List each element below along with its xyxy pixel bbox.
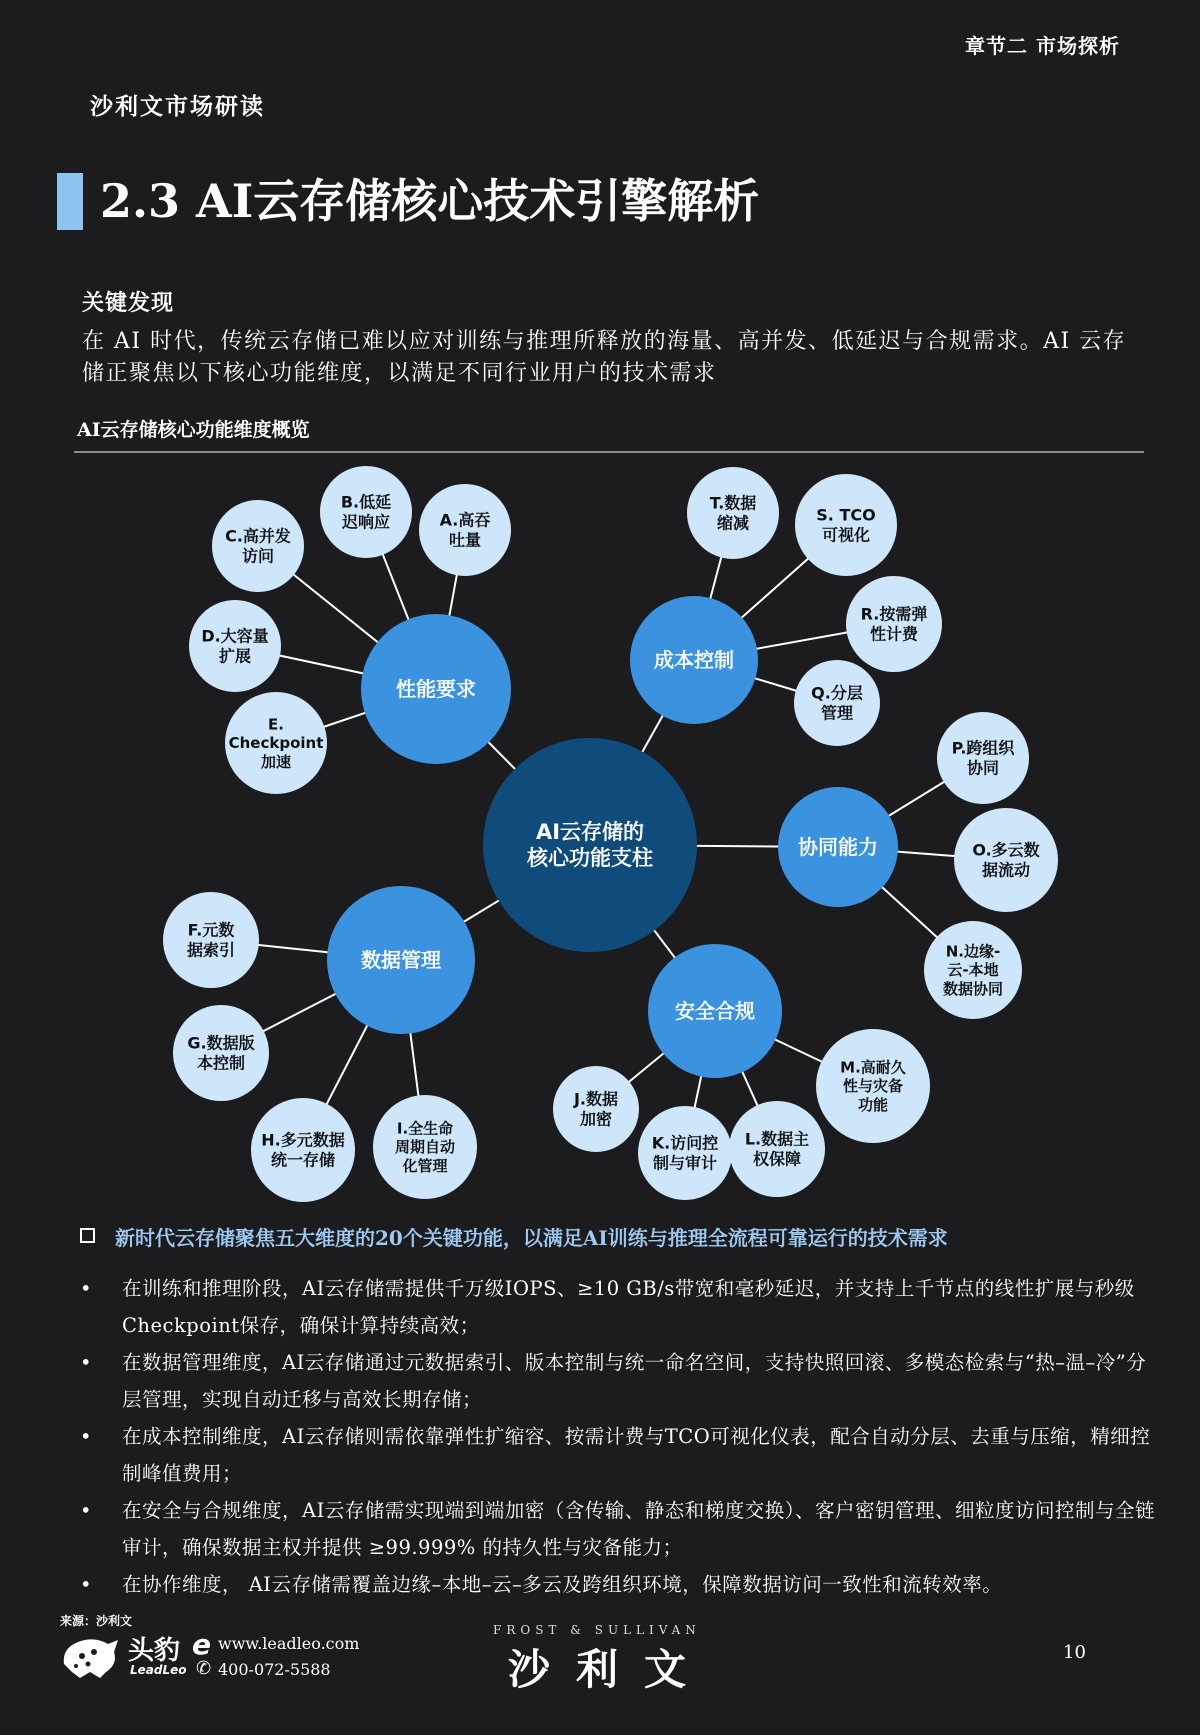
leaf-k [638, 1106, 732, 1200]
leaf-c [212, 500, 304, 592]
leaf-i [373, 1095, 477, 1199]
leaf-f-label: F.元数 [187, 920, 235, 940]
leaf-c-label: C.高并发 [225, 526, 291, 546]
hub-performance-label: 性能要求 [396, 677, 476, 701]
divider [74, 451, 1144, 453]
hub-cost-label: 成本控制 [654, 648, 734, 672]
leaf-i-label: 周期自动 [394, 1138, 456, 1156]
leaf-m-label: 性与灾备 [842, 1077, 904, 1095]
bullet-list [80, 1270, 1160, 1603]
leaf-b-label: B.低延 [340, 492, 392, 512]
brand-name: 沙利文市场研读 [90, 93, 265, 120]
leaf-h-label: H.多元数据 [261, 1130, 345, 1150]
leaf-s-label: 可视化 [821, 525, 871, 545]
hub-collab [778, 787, 898, 907]
leaf-e-label: E. [268, 715, 284, 734]
web-e-icon: e [192, 1628, 211, 1661]
leaf-a [419, 484, 511, 576]
frost-sullivan-logo-text: FROST & SULLIVAN [493, 1623, 701, 1637]
hub-cost [630, 596, 758, 724]
leaf-d [189, 600, 281, 692]
leaf-e-label: 加速 [260, 752, 292, 771]
hub-performance [361, 614, 511, 764]
leaf-b [320, 466, 412, 558]
leaf-e [225, 692, 327, 794]
leaf-l-label: L.数据主 [744, 1129, 810, 1149]
leaf-i-label: 化管理 [402, 1156, 448, 1175]
leaf-c-label: 访问 [241, 546, 275, 566]
source-note: 来源：沙利文 [60, 1614, 133, 1628]
hub-data [327, 886, 475, 1034]
title-accent-bar [57, 173, 83, 230]
bullet-item: • 在训练和推理阶段，AI云存储需提供千万级IOPS、≥10 GB/s带宽和毫秒延迟，并支持上千节点的线性扩展与秒级Checkpoint保存，确保计算持续高效； [80, 1270, 1160, 1344]
leaf-t [687, 467, 779, 559]
leaf-q [794, 660, 880, 746]
page-number: 10 [1063, 1642, 1086, 1663]
bullet-item: • 在协作维度， AI云存储需覆盖边缘–本地–云–多云及跨组织环境，保障数据访问一致性和流转效率。 [80, 1566, 1160, 1603]
key-findings-text: 在 AI 时代，传统云存储已难以应对训练与推理所释放的海量、高并发、低延迟与合规需求。AI 云存储正聚焦以下核心功能维度，以满足不同行业用户的技术需求 [82, 329, 1127, 386]
leaf-g-label: 本控制 [196, 1053, 246, 1073]
leaf-j-label: 加密 [579, 1109, 613, 1129]
hub-data-label: 数据管理 [361, 948, 441, 972]
leaf-a-label: A.高吞 [439, 510, 491, 530]
hub-security-label: 安全合规 [675, 999, 755, 1023]
leaf-l-label: 权保障 [752, 1149, 802, 1169]
hub-security [648, 944, 782, 1078]
center-node [483, 738, 697, 952]
summary-text: 新时代云存储聚焦五大维度的20个关键功能，以满足AI训练与推理全流程可靠运行的技术需求 [115, 1226, 948, 1250]
summary-line [76, 1222, 948, 1251]
leaf-n [924, 921, 1022, 1019]
leaf-m-label: 功能 [857, 1095, 889, 1114]
leaf-s-label: S. TCO [816, 505, 876, 525]
key-findings-heading: 关键发现 [82, 290, 175, 316]
page-title: 2.3 AI云存储核心技术引擎解析 [100, 174, 760, 228]
leaf-b-label: 迟响应 [341, 512, 391, 532]
leaf-p-label: P.跨组织 [951, 738, 1015, 758]
leaf-o-label: 据流动 [981, 860, 1031, 880]
leaf-o-label: O.多云数 [972, 840, 1040, 860]
leaf-k-label: 制与审计 [652, 1153, 718, 1173]
bullet-item: • 在数据管理维度，AI云存储通过元数据索引、版本控制与统一命名空间，支持快照回滚、多模态检索与“热–温–冷”分层管理，实现自动迁移与高效长期存储； [80, 1344, 1160, 1418]
leaf-j-label: J.数据 [573, 1089, 619, 1109]
leaf-f [163, 892, 259, 988]
logo-chinese: 头豹 [128, 1636, 181, 1666]
leaf-k-label: K.访问控 [651, 1133, 719, 1153]
leaf-r-label: 性计费 [869, 624, 919, 644]
leaf-i-label: I.全生命 [396, 1119, 454, 1138]
hub-collab-label: 协同能力 [798, 835, 878, 859]
overview-heading: AI云存储核心功能维度概览 [77, 419, 310, 441]
leaf-n-label: N.边缘- [945, 942, 1001, 961]
function-pillars-diagram [0, 455, 1200, 1215]
chapter-label: 章节二 市场探析 [965, 34, 1120, 58]
leaf-l [729, 1101, 825, 1197]
center-node-label: AI云存储的 [535, 819, 645, 844]
center-node-circle [483, 738, 697, 952]
sullivan-chinese-logo: 沙利文 [508, 1645, 713, 1694]
website-link[interactable]: www.leadleo.com [218, 1634, 360, 1653]
center-node-label: 核心功能支柱 [527, 846, 653, 871]
phone-icon: ✆ [196, 1658, 212, 1679]
leaf-p-label: 协同 [966, 758, 1000, 778]
leaf-a-label: 吐量 [448, 530, 482, 550]
leaf-n-label: 数据协同 [942, 979, 1004, 998]
leaf-e-label: Checkpoint [228, 734, 324, 752]
leaf-q-label: 管理 [820, 703, 854, 723]
logo-english: LeadLeo [130, 1663, 187, 1677]
leaf-h [251, 1098, 355, 1202]
leaf-g-label: G.数据版 [187, 1033, 255, 1053]
leaf-h-label: 统一存储 [270, 1150, 336, 1170]
leaf-o [954, 808, 1058, 912]
leaf-n-label: 云-本地 [947, 961, 999, 979]
leaf-s [795, 474, 897, 576]
leaf-t-label: 缩减 [716, 513, 750, 533]
phone-number: 400-072-5588 [218, 1660, 331, 1679]
leaf-q-label: Q.分层 [811, 683, 863, 703]
leaf-r-label: R.按需弹 [860, 604, 928, 624]
checkbox-bullet-icon [80, 1228, 95, 1243]
leadleo-logo [60, 1630, 360, 1690]
leaf-d-label: D.大容量 [201, 626, 269, 646]
leaf-m-label: M.高耐久 [840, 1058, 906, 1077]
leaf-d-label: 扩展 [218, 646, 252, 666]
bullet-item: • 在安全与合规维度，AI云存储需实现端到端加密（含传输、静态和梯度交换）、客户密钥管理、细粒度访问控制与全链审计，确保数据主权并提供 ≥99.999% 的持久性与灾备能力； [80, 1492, 1160, 1566]
leaf-m [816, 1029, 930, 1143]
leaf-j [553, 1066, 639, 1152]
bullet-item: • 在成本控制维度，AI云存储则需依靠弹性扩缩容、按需计费与TCO可视化仪表，配合自动分层、去重与压缩，精细控制峰值费用； [80, 1418, 1160, 1492]
leaf-p [937, 712, 1029, 804]
leopard-logo-icon [60, 1634, 120, 1680]
leaf-r [846, 576, 942, 672]
leaf-t-label: T.数据 [709, 493, 757, 513]
leaf-f-label: 据索引 [186, 940, 236, 960]
leaf-g [173, 1005, 269, 1101]
